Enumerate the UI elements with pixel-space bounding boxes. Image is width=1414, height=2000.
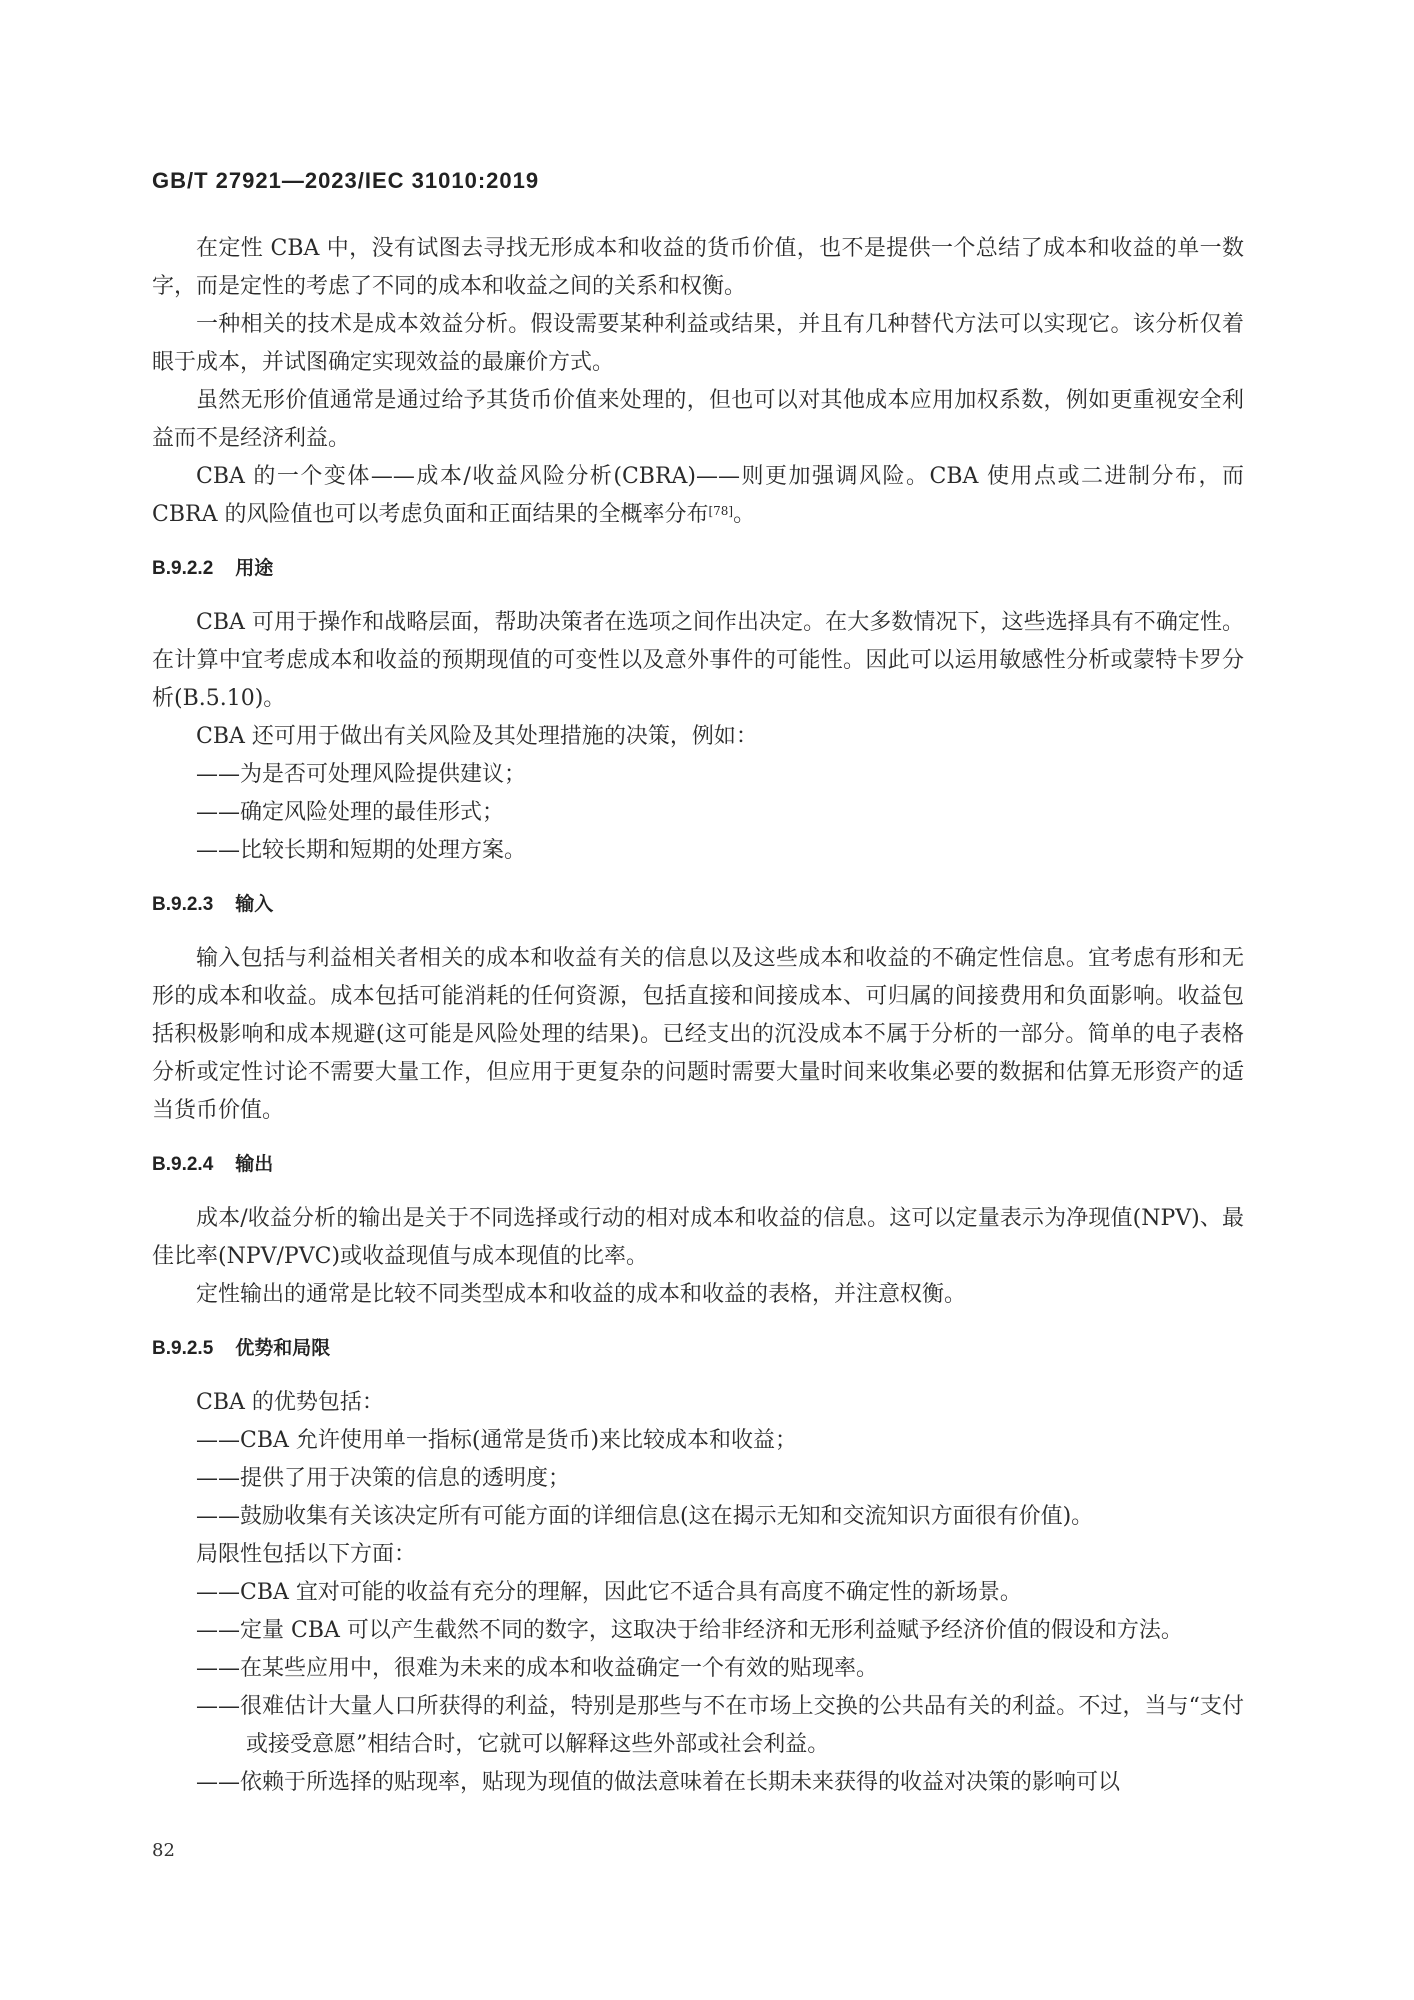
standard-header: GB/T 27921—2023/IEC 31010:2019 — [152, 168, 540, 193]
section-title: 输出 — [235, 1154, 274, 1175]
list-item: ——CBA 允许使用单一指标(通常是货币)来比较成本和收益； — [196, 1428, 798, 1453]
list-item: ——为是否可处理风险提供建议； — [196, 762, 527, 787]
list-item: ——很难估计大量人口所获得的利益，特别是那些与不在市场上交换的公共品有关的利益。不过，当与“支付或接受意愿”相结合时，它就可以解释这些外部或社会利益。 — [196, 1694, 1244, 1757]
list-item: ——定量 CBA 可以产生截然不同的数字，这取决于给非经济和无形利益赋予经济价值的假设和方法。 — [196, 1618, 1183, 1643]
paragraph: 虽然无形价值通常是通过给予其货币价值来处理的，但也可以对其他成本应用加权系数，例如更重视安全利益而不是经济利益。 — [152, 388, 1244, 451]
page-number: 82 — [152, 1840, 175, 1861]
section-title: 优势和局限 — [235, 1338, 331, 1359]
paragraph: CBA 还可用于做出有关风险及其处理措施的决策，例如： — [196, 724, 758, 749]
paragraph: 定性输出的通常是比较不同类型成本和收益的成本和收益的表格，并注意权衡。 — [196, 1282, 967, 1307]
list-item: ——在某些应用中，很难为未来的成本和收益确定一个有效的贴现率。 — [196, 1656, 879, 1681]
paragraph: 成本/收益分析的输出是关于不同选择或行动的相对成本和收益的信息。这可以定量表示为净现值(NPV)、最佳比率(NPV/PVC)或收益现值与成本现值的比率。 — [152, 1206, 1244, 1269]
list-item: ——鼓励收集有关该决定所有可能方面的详细信息(这在揭示无知和交流知识方面很有价值)。 — [196, 1504, 1094, 1529]
section-number: B.9.2.5 — [152, 1338, 214, 1359]
paragraph: CBA 的优势包括： — [196, 1390, 384, 1415]
list-item: ——确定风险处理的最佳形式； — [196, 800, 505, 825]
section-title: 用途 — [235, 558, 274, 579]
reference-mark: [78] — [708, 504, 734, 518]
section-heading — [152, 1334, 1244, 1364]
paragraph: 输入包括与利益相关者相关的成本和收益有关的信息以及这些成本和收益的不确定性信息。宜考虑有形和无形的成本和收益。成本包括可能消耗的任何资源，包括直接和间接成本、可归属的间接费用和负面影响。收益包括积极影响和成本规避(这可能是风险处理的结果)。已经支出的沉没成本不属于分析的一部分。简单的电子表格分析或定性讨论不需要大量工作，但应用于更复杂的问题时需要大量时间来收集必要的数据和估算无形资产的适当货币价值。 — [152, 946, 1244, 1123]
paragraph: 在定性 CBA 中，没有试图去寻找无形成本和收益的货币价值，也不是提供一个总结了成本和收益的单一数字，而是定性的考虑了不同的成本和收益之间的关系和权衡。 — [152, 236, 1244, 299]
section-heading — [152, 890, 1244, 920]
list-item: ——CBA 宜对可能的收益有充分的理解，因此它不适合具有高度不确定性的新场景。 — [196, 1580, 1022, 1605]
paragraph: 局限性包括以下方面： — [196, 1542, 417, 1567]
section-number: B.9.2.3 — [152, 894, 214, 915]
section-heading — [152, 554, 1244, 584]
paragraph-text: CBA 的一个变体——成本/收益风险分析(CBRA)——则更加强调风险。CBA 使用点或二进制分布，而 CBRA 的风险值也可以考虑负面和正面结果的全概率分布 — [152, 464, 1244, 527]
paragraph — [152, 458, 1244, 534]
paragraph: CBA 可用于操作和战略层面，帮助决策者在选项之间作出决定。在大多数情况下，这些选择具有不确定性。在计算中宜考虑成本和收益的预期现值的可变性以及意外事件的可能性。因此可以运用敏感性分析或蒙特卡罗分析(B.5.10)。 — [152, 610, 1244, 711]
page-content — [152, 230, 1244, 1802]
paragraph: 一种相关的技术是成本效益分析。假设需要某种利益或结果，并且有几种替代方法可以实现它。该分析仅着眼于成本，并试图确定实现效益的最廉价方式。 — [152, 312, 1244, 375]
list-item: ——依赖于所选择的贴现率，贴现为现值的做法意味着在长期未来获得的收益对决策的影响可以 — [196, 1770, 1121, 1795]
section-heading — [152, 1150, 1244, 1180]
section-number: B.9.2.2 — [152, 558, 214, 579]
list-item: ——提供了用于决策的信息的透明度； — [196, 1466, 571, 1491]
section-title: 输入 — [235, 894, 274, 915]
list-item: ——比较长期和短期的处理方案。 — [196, 838, 527, 863]
paragraph-end: 。 — [733, 502, 756, 527]
section-number: B.9.2.4 — [152, 1154, 214, 1175]
